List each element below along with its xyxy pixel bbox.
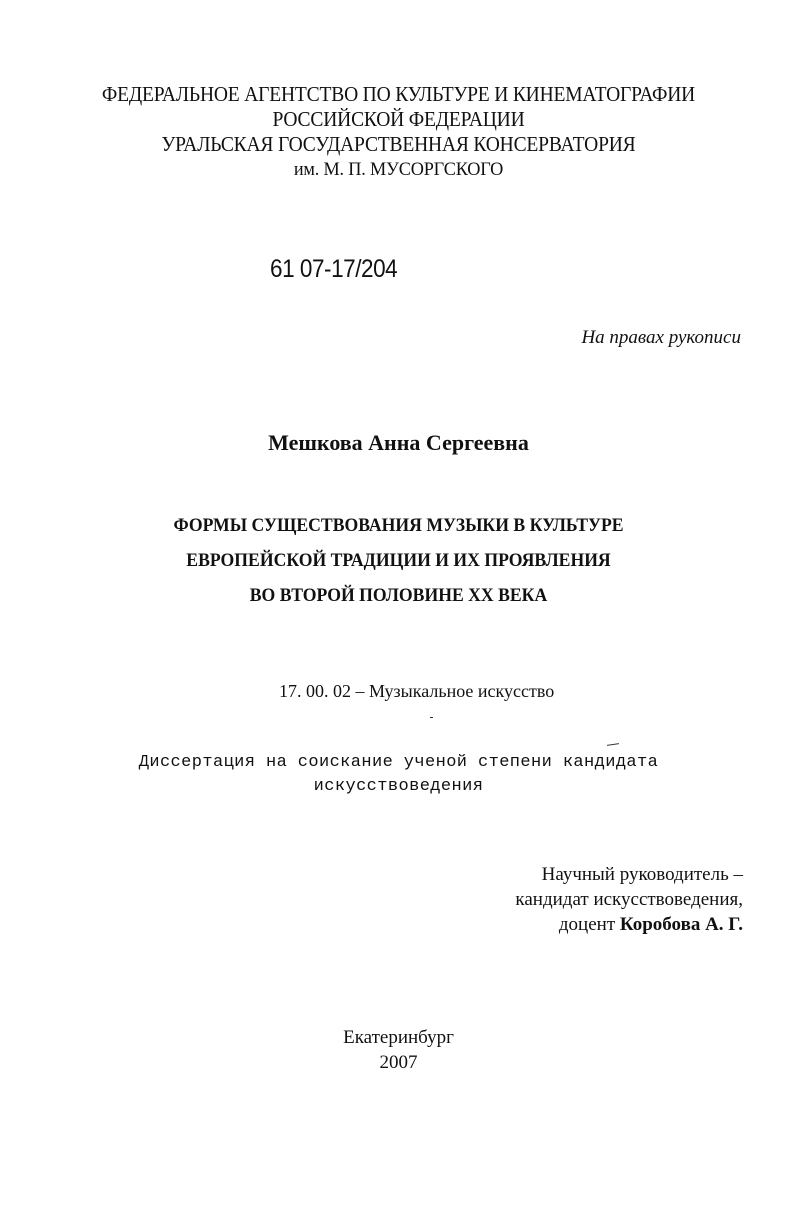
advisor-line-3	[515, 912, 743, 937]
organization-line-4: им. М. П. МУСОРГСКОГО	[293, 159, 504, 180]
degree-statement	[0, 751, 797, 799]
advisor-line-2: кандидат искусствоведения,	[515, 889, 743, 910]
organization-line-2: РОССИЙСКОЙ ФЕДЕРАЦИИ	[272, 107, 525, 131]
advisor-name: Коробова А. Г.	[619, 914, 743, 935]
scan-speck	[430, 717, 433, 718]
organization-header	[0, 82, 797, 182]
organization-line-3: УРАЛЬСКАЯ ГОСУДАРСТВЕННАЯ КОНСЕРВАТОРИЯ	[161, 132, 636, 156]
advisor-line-1: Научный руководитель –	[541, 864, 743, 885]
dissertation-title	[0, 508, 797, 613]
degree-line-1: Диссертация на соискание ученой степени кандидата	[138, 753, 659, 772]
degree-line-2: искусствоведения	[313, 777, 484, 796]
specialty-code: 17. 00. 02 – Музыкальное искусство	[279, 681, 555, 701]
rights-note: На правах рукописи	[581, 327, 741, 348]
advisor-rank: доцент	[558, 914, 616, 935]
year: 2007	[379, 1052, 418, 1073]
scan-speck	[607, 743, 619, 746]
title-line-3: ВО ВТОРОЙ ПОЛОВИНЕ XX ВЕКА	[249, 585, 548, 606]
author-name: Мешкова Анна Сергеевна	[268, 430, 529, 455]
organization-line-1: ФЕДЕРАЛЬНОЕ АГЕНТСТВО ПО КУЛЬТУРЕ И КИНЕМАТОГРАФИИ	[101, 82, 696, 106]
title-line-2: ЕВРОПЕЙСКОЙ ТРАДИЦИИ И ИХ ПРОЯВЛЕНИЯ	[186, 550, 611, 571]
title-line-1: ФОРМЫ СУЩЕСТВОВАНИЯ МУЗЫКИ В КУЛЬТУРЕ	[173, 515, 624, 536]
city: Екатеринбург	[343, 1027, 454, 1048]
place-and-year	[0, 1025, 797, 1075]
scientific-advisor	[515, 862, 743, 937]
registration-number: 61 07-17/204	[270, 255, 398, 283]
